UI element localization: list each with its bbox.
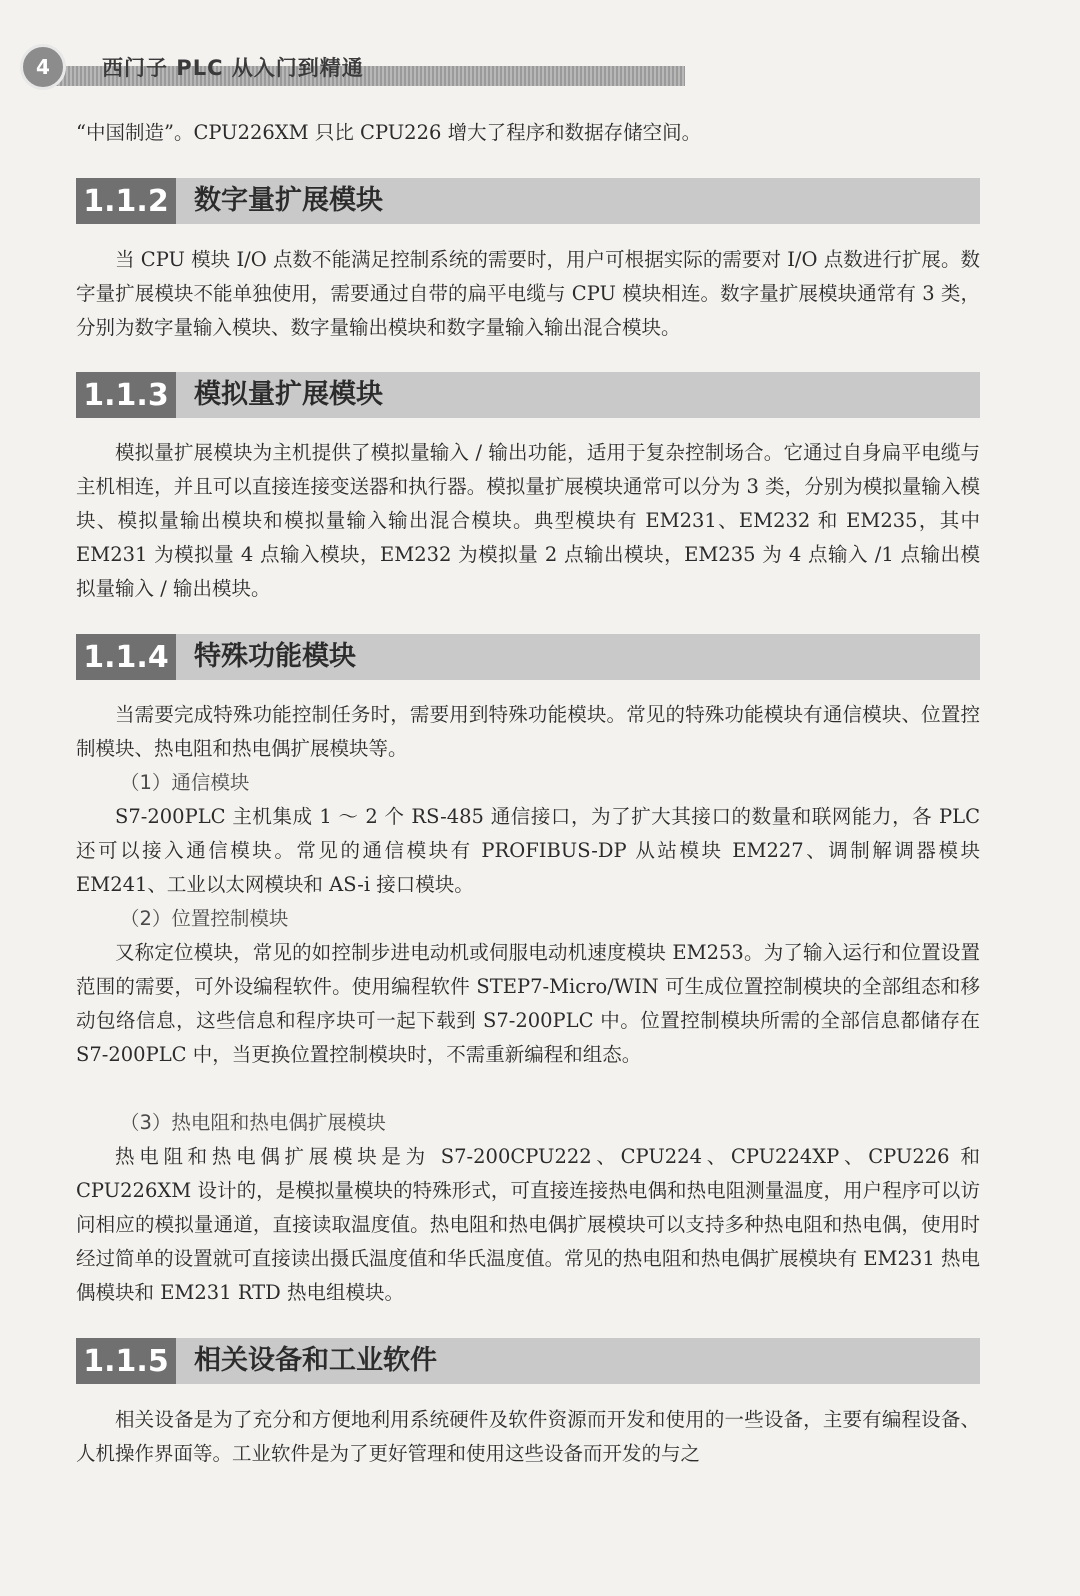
section-title: 数字量扩展模块	[194, 185, 383, 216]
section-title: 模拟量扩展模块	[194, 379, 383, 410]
subheading-position-control: （2）位置控制模块	[120, 907, 289, 930]
section-heading-1-1-2	[76, 178, 980, 224]
paragraph: 相关设备是为了充分和方便地利用系统硬件及软件资源而开发和使用的一些设备，主要有编程设备、人机操作界面等。工业软件是为了更好管理和使用这些设备而开发的与之	[76, 1408, 980, 1465]
page-number: 4	[20, 44, 66, 90]
section-heading-1-1-5	[76, 1338, 980, 1384]
paragraph: S7-200PLC 主机集成 1 ～ 2 个 RS-485 通信接口，为了扩大其接口的数量和联网能力，各 PLC 还可以接入通信模块。常见的通信模块有 PROFIBUS-DP 从站模块 EM227、调制解调器模块 EM241、工业以太网模块和 AS-i 接口模块。	[76, 805, 980, 896]
section-heading-1-1-4	[76, 634, 980, 680]
paragraph: 当需要完成特殊功能控制任务时，需要用到特殊功能模块。常见的特殊功能模块有通信模块、位置控制模块、热电阻和热电偶扩展模块等。	[76, 703, 980, 760]
paragraph: 模拟量扩展模块为主机提供了模拟量输入 / 输出功能，适用于复杂控制场合。它通过自身扁平电缆与主机相连，并且可以直接连接变送器和执行器。模拟量扩展模块通常可以分为 3 类，分别为模拟量输入模块、模拟量输出模块和模拟量输入输出混合模块。典型模块有 EM231、EM232 和 EM235，其中 EM231 为模拟量 4 点输入模块，EM232 为模拟量 2 点输出模块，EM235 为 4 点输入 /1 点输出模拟量输入 / 输出模块。	[76, 441, 980, 600]
subheading-thermal: （3）热电阻和热电偶扩展模块	[120, 1111, 386, 1134]
subheading-communication: （1）通信模块	[120, 771, 250, 794]
section-number: 1.1.3	[76, 372, 176, 418]
book-title: 西门子 PLC 从入门到精通	[102, 56, 364, 80]
paragraph: 当 CPU 模块 I/O 点数不能满足控制系统的需要时，用户可根据实际的需要对 I/O 点数进行扩展。数字量扩展模块不能单独使用，需要通过自带的扁平电缆与 CPU 模块相连。数字量扩展模块通常有 3 类，分别为数字量输入模块、数字量输出模块和数字量输入输出混合模块。	[76, 248, 980, 339]
section-title: 相关设备和工业软件	[194, 1345, 437, 1376]
section-title: 特殊功能模块	[194, 641, 356, 672]
section-number: 1.1.5	[76, 1338, 176, 1384]
section-heading-1-1-3	[76, 372, 980, 418]
section-number: 1.1.2	[76, 178, 176, 224]
running-header	[20, 38, 685, 90]
section-number: 1.1.4	[76, 634, 176, 680]
intro-line: “中国制造”。CPU226XM 只比 CPU226 增大了程序和数据存储空间。	[76, 121, 702, 144]
paragraph: 热电阻和热电偶扩展模块是为 S7-200CPU222、CPU224、CPU224XP、CPU226 和 CPU226XM 设计的，是模拟量模块的特殊形式，可直接连接热电偶和热电阻测量温度，用户程序可以访问相应的模拟量通道，直接读取温度值。热电阻和热电偶扩展模块可以支持多种热电阻和热电偶，使用时经过简单的设置就可直接读出摄氏温度值和华氏温度值。常见的热电阻和热电偶扩展模块有 EM231 热电偶模块和 EM231 RTD 热电组模块。	[76, 1145, 980, 1304]
paragraph: 又称定位模块，常见的如控制步进电动机或伺服电动机速度模块 EM253。为了输入运行和位置设置范围的需要，可外设编程软件。使用编程软件 STEP7-Micro/WIN 可生成位置控制模块的全部组态和移动包络信息，这些信息和程序块可一起下载到 S7-200PLC 中。位置控制模块所需的全部信息都储存在 S7-200PLC 中，当更换位置控制模块时，不需重新编程和组态。	[76, 941, 980, 1066]
